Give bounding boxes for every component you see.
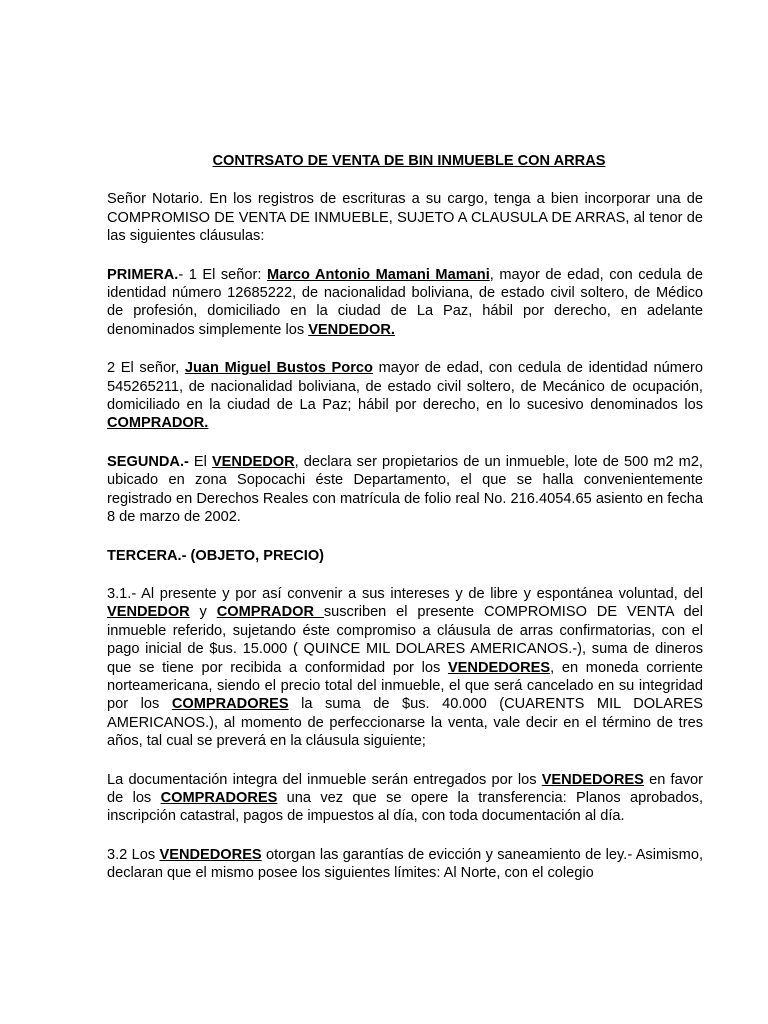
- clause-text: la suma de $us. 40.000 (CUARENTS MIL DOLARES AMERICANOS.), al momento de perfeccionarse la venta, vale decir en el término de tres años, tal cual se preverá en la cláusula siguiente;: [107, 696, 703, 750]
- role-vendedores: VENDEDORES: [541, 771, 644, 788]
- document-title: CONTRSATO DE VENTA DE BIN INMUEBLE CON ARRAS: [212, 153, 606, 169]
- contract-page: [107, 152, 703, 883]
- clause-text: mayor de edad, con cedula de identidad número 545265211, de nacionalidad boliviana, de estado civil soltero, de Mecánico de ocupación, domiciliado en la ciudad de La Paz; hábil por derecho, en lo sucesivo denominados los: [107, 360, 703, 414]
- clause-text: El: [188, 453, 212, 470]
- clause-text: 2 El señor,: [107, 360, 185, 377]
- role-vendedor: VENDEDOR: [211, 453, 295, 470]
- clause-text: , en moneda corriente norteamericana, siendo el precio total del inmueble, el que será cancelado en su integridad por los: [107, 659, 703, 713]
- clause-text: , declara ser propietarios de un inmueble, lote de 500 m2 m2, ubicado en zona Sopocachi éste Departamento, el que se halla convenientemente registrado en Derechos Reales con matrícula de folio real No. 216.4054.65 asiento en fecha 8 de marzo de 2002.: [107, 453, 703, 526]
- clause-text: una vez que se opere la transferencia: Planos aprobados, inscripción catastral, pagos de impuestos al día, con toda documentación al día.: [107, 789, 704, 825]
- intro-paragraph: Señor Notario. En los registros de escrituras a su cargo, tenga a bien incorporar una de COMPROMISO DE VENTA DE INMUEBLE, SUJETO A CLAUSULA DE ARRAS, al tenor de las siguientes cláusulas:: [107, 191, 703, 245]
- seller-name: Marco Antonio Mamani Mamani: [266, 266, 490, 283]
- clause-text: suscriben el presente COMPROMISO DE VENTA del inmueble referido, sujetando éste compromiso a cláusula de arras confirmatorias, con el pago inicial de $us. 15.000 ( QUINCE MIL DOLARES AMERICANOS.-), suma de dineros que se tiene por recibida a conformidad por los: [107, 604, 703, 676]
- clause-3-2: [107, 846, 703, 883]
- role-comprador: COMPRADOR: [216, 604, 324, 621]
- clause-text: y: [189, 604, 217, 621]
- role-vendedores: VENDEDORES: [447, 659, 551, 676]
- documentation-paragraph: [107, 771, 703, 826]
- clause-text: 3.2 Los: [107, 846, 160, 863]
- role-comprador: COMPRADOR.: [107, 415, 209, 432]
- clause-3-1: [107, 585, 703, 751]
- clause-text: - 1 El señor:: [178, 266, 267, 283]
- clause-tercera-heading: TERCERA.- (OBJETO, PRECIO): [107, 547, 325, 564]
- role-vendedor: VENDEDOR.: [308, 321, 395, 338]
- role-compradores: COMPRADORES: [160, 789, 278, 806]
- clause-text: La documentación integra del inmueble serán entregados por los: [107, 771, 542, 788]
- clause-primera-part1: [107, 266, 703, 340]
- clause-segunda-label: SEGUNDA.-: [107, 453, 189, 470]
- clause-text: en favor de los: [107, 771, 703, 806]
- clause-primera-label: PRIMERA.: [107, 266, 179, 283]
- clause-text: , mayor de edad, con cedula de identidad número 12685222, de nacionalidad boliviana, de estado civil soltero, de Médico de profesión, domiciliado en la ciudad de La Paz, hábil por derecho, en adelante denominados simplemente los: [107, 266, 704, 338]
- role-vendedor: VENDEDOR: [107, 604, 190, 621]
- buyer-name: Juan Miguel Bustos Porco: [184, 360, 373, 377]
- clause-text: otorgan las garantías de evicción y saneamiento de ley.- Asimismo, declaran que el mismo posee los siguientes límites: Al Norte, con el colegio: [107, 846, 703, 882]
- clause-primera-part2: [107, 359, 703, 433]
- role-compradores: COMPRADORES: [171, 696, 289, 713]
- role-vendedores: VENDEDORES: [159, 846, 262, 863]
- clause-text: 3.1.- Al presente y por así convenir a sus intereses y de libre y espontánea voluntad, del: [107, 585, 703, 602]
- clause-segunda: [107, 453, 703, 527]
